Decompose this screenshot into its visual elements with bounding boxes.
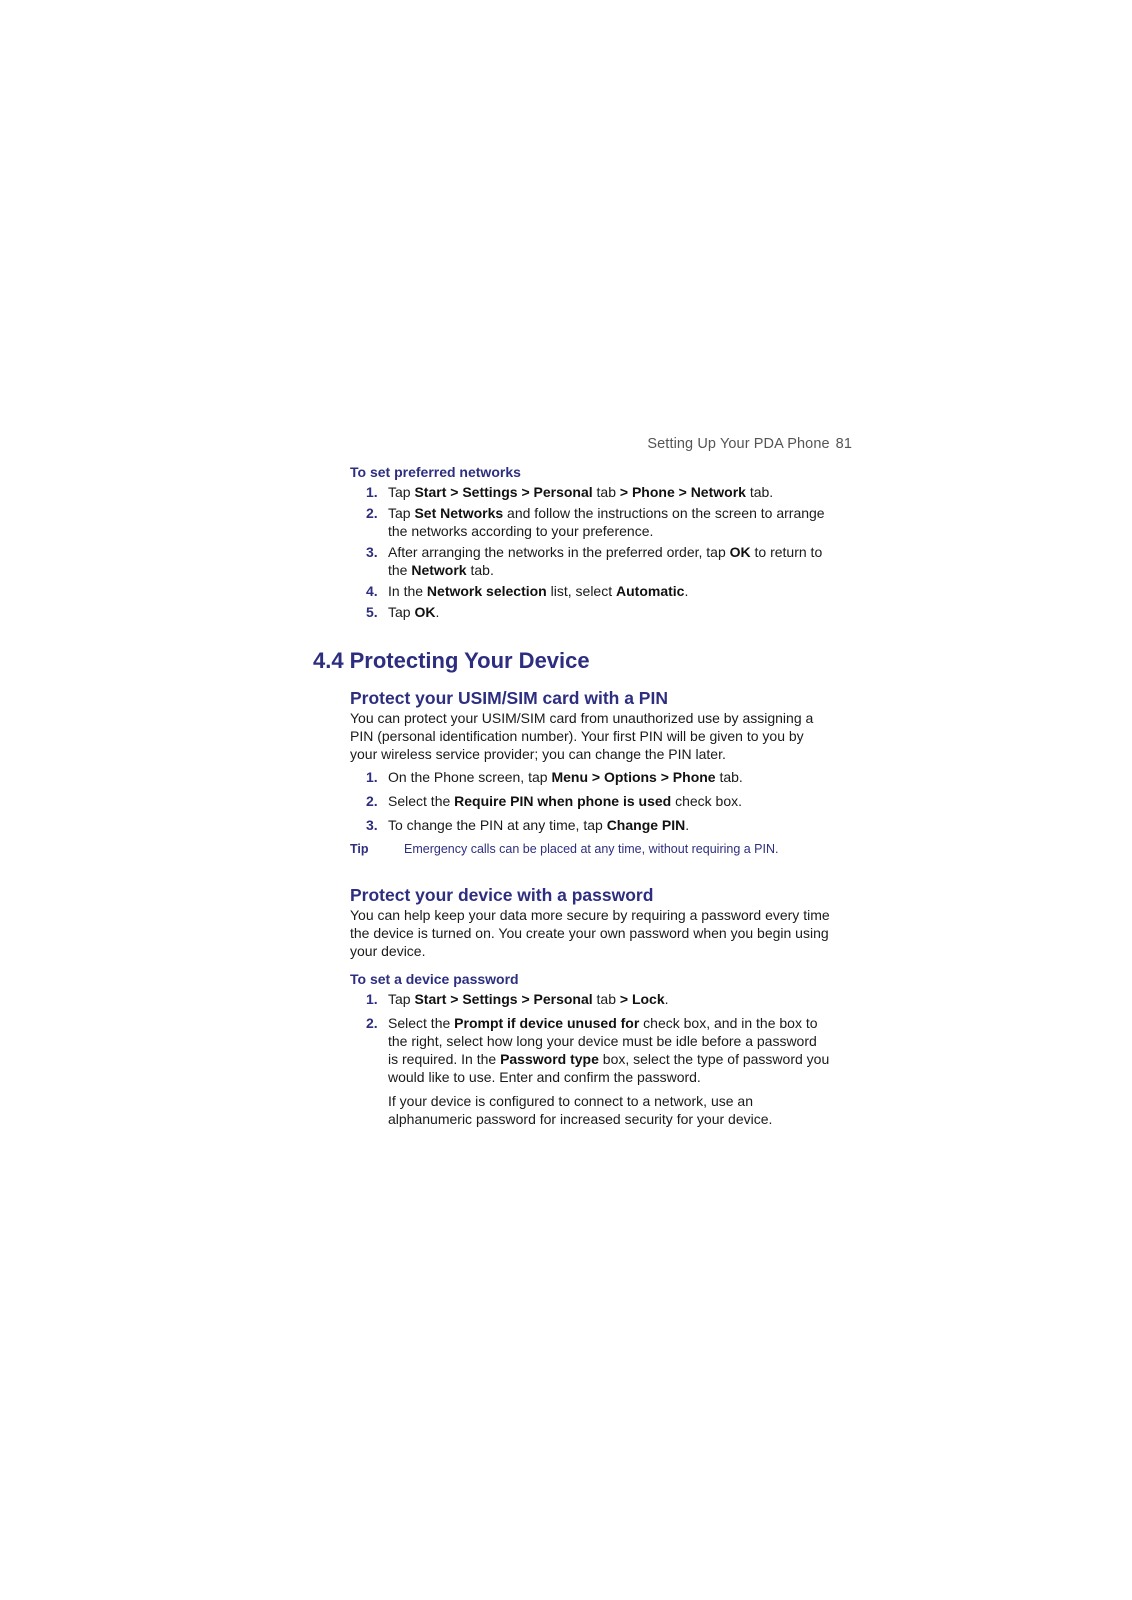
step-text: To change the PIN at any time, tap (388, 817, 607, 833)
step-number: 3. (366, 544, 378, 560)
step-item (350, 990, 830, 1008)
step-text: . (435, 604, 440, 620)
step-emphasis: Automatic (616, 583, 685, 599)
step-emphasis: Menu > Options > Phone (551, 769, 716, 785)
step-emphasis: Start > Settings > Personal (414, 484, 593, 500)
step-item (350, 1014, 830, 1086)
step-text: and follow the instructions on the screen to arrange the networks according to your preference. (388, 505, 825, 539)
step-text: Select the (388, 793, 455, 809)
step-item (350, 483, 830, 501)
step-emphasis: Require PIN when phone is used (454, 793, 672, 809)
procedure-title-device-password: To set a device password (350, 971, 519, 987)
step-number: 5. (366, 604, 378, 620)
step-item (350, 543, 830, 579)
step-text: check box, and in the box to the right, select how long your device must be idle before a password is required. In the (388, 1015, 818, 1067)
step-text: tab. (715, 769, 743, 785)
tip-text: Emergency calls can be placed at any time, without requiring a PIN. (404, 842, 779, 856)
step-text: Select the (388, 1015, 455, 1031)
step-text: list, select (546, 583, 616, 599)
step-text: Tap (388, 991, 415, 1007)
step-emphasis: Start > Settings > Personal (414, 991, 593, 1007)
step-number: 3. (366, 817, 378, 833)
preferred-networks-steps (350, 483, 830, 621)
step-text: tab (592, 484, 620, 500)
running-title: Setting Up Your PDA Phone (647, 436, 830, 452)
step-emphasis: Network selection (426, 583, 547, 599)
step-emphasis: OK (729, 544, 751, 560)
step-item (350, 603, 830, 621)
section-title: Protecting Your Device (349, 648, 590, 673)
step-number: 1. (366, 769, 378, 785)
step-text: . (664, 991, 669, 1007)
section-heading (313, 647, 830, 675)
step-text: On the Phone screen, tap (388, 769, 552, 785)
password-intro: You can help keep your data more secure by requiring a password every time the device is turned on. You create your own password when you begin using your device. (350, 907, 830, 959)
step-text: Tap (388, 604, 415, 620)
step-text: to return to the (388, 544, 823, 578)
step-text: tab. (466, 562, 494, 578)
step-text: tab. (745, 484, 774, 500)
step-text: box, select the type of password you would like to use. Enter and confirm the password. (388, 1051, 830, 1085)
step-emphasis: Prompt if device unused for (454, 1015, 640, 1031)
step-item (350, 816, 830, 834)
step-text: tab (592, 991, 620, 1007)
running-header (647, 436, 852, 452)
section-number: 4.4 (313, 648, 344, 673)
step-number: 2. (366, 505, 378, 521)
pin-steps (350, 768, 830, 834)
step-item (350, 582, 830, 600)
step-number: 1. (366, 991, 378, 1007)
step-emphasis: > Lock (619, 991, 665, 1007)
password-heading: Protect your device with a password (350, 885, 654, 905)
step-emphasis: Change PIN (606, 817, 686, 833)
step-text: After arranging the networks in the preferred order, tap (388, 544, 730, 560)
step-emphasis: OK (414, 604, 436, 620)
page-content (313, 463, 830, 1128)
password-note: If your device is configured to connect to a network, use an alphanumeric password for increased security for your device. (388, 1093, 773, 1127)
step-item (350, 504, 830, 540)
pin-intro: You can protect your USIM/SIM card from unauthorized use by assigning a PIN (personal identification number). Your first PIN will be given to you by your wireless service provider; you can change the PIN later. (350, 710, 814, 762)
step-item (350, 792, 830, 810)
step-emphasis: Network (411, 562, 467, 578)
step-text: check box. (671, 793, 743, 809)
step-number: 2. (366, 1015, 378, 1031)
step-text: . (684, 583, 689, 599)
procedure-title-preferred-networks: To set preferred networks (350, 464, 521, 480)
step-item (350, 768, 830, 786)
password-steps (350, 990, 830, 1086)
page-number: 81 (835, 436, 852, 452)
step-number: 1. (366, 484, 378, 500)
tip-note (350, 840, 830, 858)
step-text: Tap (388, 484, 415, 500)
step-emphasis: > Phone > Network (619, 484, 746, 500)
step-emphasis: Password type (500, 1051, 599, 1067)
step-number: 2. (366, 793, 378, 809)
step-text: In the (388, 583, 427, 599)
step-text: Tap (388, 505, 415, 521)
pin-heading: Protect your USIM/SIM card with a PIN (350, 688, 668, 708)
step-emphasis: Set Networks (414, 505, 504, 521)
tip-label: Tip (350, 842, 369, 856)
step-text: . (685, 817, 690, 833)
step-number: 4. (366, 583, 378, 599)
